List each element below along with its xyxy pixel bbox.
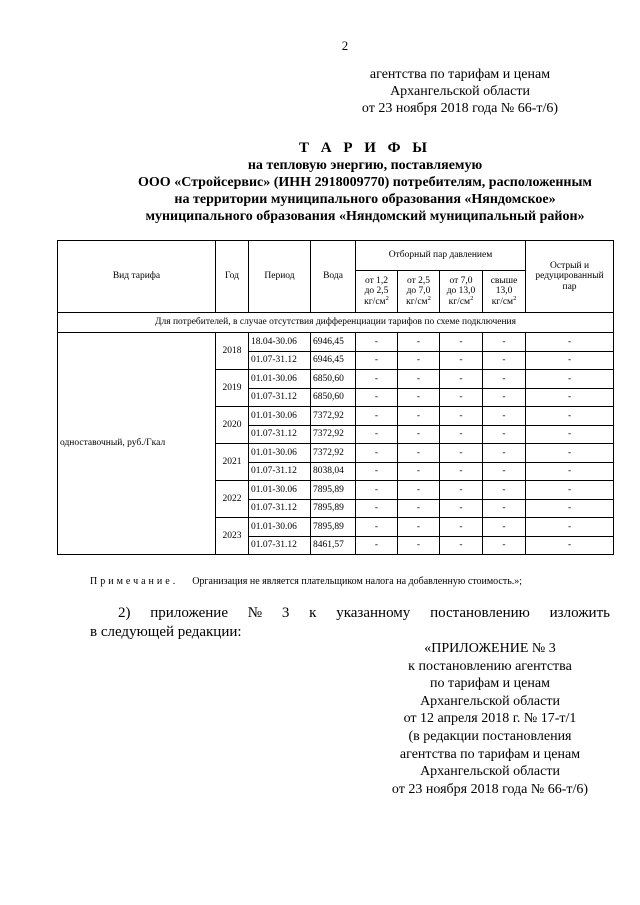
dash-cell: - bbox=[356, 481, 398, 500]
dash-cell: - bbox=[440, 425, 483, 444]
dash-cell: - bbox=[526, 444, 614, 463]
year-cell: 2021 bbox=[216, 444, 249, 481]
header-line: Архангельской области bbox=[390, 84, 530, 99]
appendix-line: от 23 ноября 2018 года № 66-т/6) bbox=[391, 781, 589, 797]
dash-cell: - bbox=[526, 536, 614, 555]
period-cell: 01.07-31.12 bbox=[249, 536, 311, 555]
period-cell: 01.01-30.06 bbox=[249, 407, 311, 426]
dash-cell: - bbox=[398, 499, 440, 518]
header-steam-col: свыше 13,0 $кг/см^2$ bbox=[483, 271, 526, 313]
dash-cell: - bbox=[398, 351, 440, 370]
document-subtitle bbox=[40, 157, 640, 225]
header-tariff-type: Вид тарифа bbox=[58, 241, 216, 313]
dash-cell: - bbox=[483, 499, 526, 518]
header-year: Год bbox=[216, 241, 249, 313]
appendix-header bbox=[340, 640, 640, 798]
period-cell: 18.04-30.06 bbox=[249, 333, 311, 352]
appendix-line: от 12 апреля 2018 г. № 17-т/1 bbox=[403, 711, 577, 727]
page-number: 2 bbox=[341, 38, 349, 53]
appendix-line: по тарифам и ценам bbox=[430, 676, 550, 692]
dash-cell: - bbox=[356, 536, 398, 555]
section-note: Для потребителей, в случае отсутствия дифференциации тарифов по схеме подключения bbox=[58, 313, 614, 333]
dash-cell: - bbox=[526, 425, 614, 444]
year-cell: 2018 bbox=[216, 333, 249, 370]
dash-cell: - bbox=[356, 370, 398, 389]
table-body bbox=[58, 333, 614, 555]
header-sharp-steam: Острый и редуцированный пар bbox=[526, 241, 614, 313]
dash-cell: - bbox=[483, 407, 526, 426]
subtitle-line: на тепловую энергию, поставляемую bbox=[247, 158, 483, 173]
dash-cell: - bbox=[356, 462, 398, 481]
dash-cell: - bbox=[398, 333, 440, 352]
note-text: Организация не является плательщиком налога на добавленную стоимость.»; bbox=[192, 576, 523, 587]
dash-cell: - bbox=[526, 333, 614, 352]
document-title: Т А Р И Ф Ы bbox=[298, 140, 432, 156]
subtitle-line: муниципального образования «Няндомский муниципальный район» bbox=[145, 209, 585, 224]
period-cell: 01.07-31.12 bbox=[249, 388, 311, 407]
appendix-line: (в редакции постановления bbox=[408, 728, 572, 744]
dash-cell: - bbox=[440, 407, 483, 426]
dash-cell: - bbox=[398, 388, 440, 407]
dash-cell: - bbox=[356, 388, 398, 407]
dash-cell: - bbox=[440, 444, 483, 463]
dash-cell: - bbox=[483, 462, 526, 481]
year-cell: 2019 bbox=[216, 370, 249, 407]
header-block bbox=[330, 66, 590, 117]
paragraph-line-1: 2) приложение № 3 к указанному постановлению изложить bbox=[118, 605, 610, 621]
year-cell: 2023 bbox=[216, 518, 249, 555]
dash-cell: - bbox=[440, 481, 483, 500]
dash-cell: - bbox=[356, 499, 398, 518]
dash-cell: - bbox=[440, 518, 483, 537]
period-cell: 01.07-31.12 bbox=[249, 499, 311, 518]
dash-cell: - bbox=[440, 333, 483, 352]
dash-cell: - bbox=[526, 351, 614, 370]
dash-cell: - bbox=[398, 518, 440, 537]
period-cell: 01.07-31.12 bbox=[249, 351, 311, 370]
water-value-cell: 6850,60 bbox=[311, 370, 356, 389]
dash-cell: - bbox=[483, 388, 526, 407]
dash-cell: - bbox=[356, 333, 398, 352]
dash-cell: - bbox=[356, 351, 398, 370]
water-value-cell: 7895,89 bbox=[311, 481, 356, 500]
subtitle-line: на территории муниципального образования «Няндомское» bbox=[174, 192, 556, 207]
dash-cell: - bbox=[440, 370, 483, 389]
dash-cell: - bbox=[483, 351, 526, 370]
paragraph-line-2: в следующей редакции: bbox=[90, 624, 242, 640]
period-cell: 01.01-30.06 bbox=[249, 370, 311, 389]
period-cell: 01.07-31.12 bbox=[249, 425, 311, 444]
dash-cell: - bbox=[398, 407, 440, 426]
subtitle-line: ООО «Стройсервис» (ИНН 2918009770) потребителям, расположенным bbox=[138, 175, 592, 190]
water-value-cell: 7372,92 bbox=[311, 407, 356, 426]
water-value-cell: 6946,45 bbox=[311, 351, 356, 370]
dash-cell: - bbox=[398, 481, 440, 500]
appendix-line: агентства по тарифам и ценам bbox=[399, 746, 581, 762]
water-value-cell: 6946,45 bbox=[311, 333, 356, 352]
dash-cell: - bbox=[483, 425, 526, 444]
header-steam-col: от 1,2 до 2,5 $кг/см^2$ bbox=[356, 271, 398, 313]
dash-cell: - bbox=[483, 481, 526, 500]
dash-cell: - bbox=[526, 481, 614, 500]
dash-cell: - bbox=[483, 536, 526, 555]
water-value-cell: 7895,89 bbox=[311, 518, 356, 537]
dash-cell: - bbox=[526, 462, 614, 481]
water-value-cell: 7372,92 bbox=[311, 425, 356, 444]
note-label: Примечание. bbox=[90, 576, 179, 587]
period-cell: 01.01-30.06 bbox=[249, 444, 311, 463]
appendix-line: Архангельской области bbox=[420, 693, 560, 709]
dash-cell: - bbox=[356, 407, 398, 426]
dash-cell: - bbox=[483, 333, 526, 352]
appendix-line: Архангельской области bbox=[420, 764, 560, 780]
tariff-type-cell: одноставочный, руб./Гкал bbox=[58, 333, 216, 555]
dash-cell: - bbox=[398, 444, 440, 463]
dash-cell: - bbox=[483, 518, 526, 537]
header-line: агентства по тарифам и ценам bbox=[369, 67, 551, 82]
dash-cell: - bbox=[526, 370, 614, 389]
appendix-line: к постановлению агентства bbox=[408, 658, 572, 674]
header-period: Период bbox=[249, 241, 311, 313]
header-water: Вода bbox=[311, 241, 356, 313]
dash-cell: - bbox=[398, 370, 440, 389]
header-steam-group: Отборный пар давлением bbox=[356, 241, 526, 271]
water-value-cell: 8038,04 bbox=[311, 462, 356, 481]
dash-cell: - bbox=[440, 499, 483, 518]
period-cell: 01.07-31.12 bbox=[249, 462, 311, 481]
appendix-line: «ПРИЛОЖЕНИЕ № 3 bbox=[424, 641, 556, 656]
tariff-table bbox=[57, 240, 614, 555]
dash-cell: - bbox=[526, 407, 614, 426]
dash-cell: - bbox=[483, 444, 526, 463]
water-value-cell: 7895,89 bbox=[311, 499, 356, 518]
year-cell: 2020 bbox=[216, 407, 249, 444]
dash-cell: - bbox=[440, 536, 483, 555]
water-value-cell: 8461,57 bbox=[311, 536, 356, 555]
header-line: от 23 ноября 2018 года № 66-т/6) bbox=[361, 101, 559, 116]
period-cell: 01.01-30.06 bbox=[249, 481, 311, 500]
dash-cell: - bbox=[440, 388, 483, 407]
dash-cell: - bbox=[526, 518, 614, 537]
dash-cell: - bbox=[526, 388, 614, 407]
dash-cell: - bbox=[398, 462, 440, 481]
water-value-cell: 7372,92 bbox=[311, 444, 356, 463]
period-cell: 01.01-30.06 bbox=[249, 518, 311, 537]
table-row bbox=[58, 333, 614, 352]
header-steam-col: от 7,0 до 13,0 $кг/см^2$ bbox=[440, 271, 483, 313]
year-cell: 2022 bbox=[216, 481, 249, 518]
water-value-cell: 6850,60 bbox=[311, 388, 356, 407]
dash-cell: - bbox=[398, 425, 440, 444]
dash-cell: - bbox=[526, 499, 614, 518]
amendment-paragraph bbox=[90, 604, 610, 642]
dash-cell: - bbox=[356, 444, 398, 463]
dash-cell: - bbox=[356, 518, 398, 537]
header-steam-col: от 2,5 до 7,0 $кг/см^2$ bbox=[398, 271, 440, 313]
dash-cell: - bbox=[440, 351, 483, 370]
dash-cell: - bbox=[440, 462, 483, 481]
dash-cell: - bbox=[356, 425, 398, 444]
note bbox=[90, 576, 522, 587]
dash-cell: - bbox=[398, 536, 440, 555]
dash-cell: - bbox=[483, 370, 526, 389]
